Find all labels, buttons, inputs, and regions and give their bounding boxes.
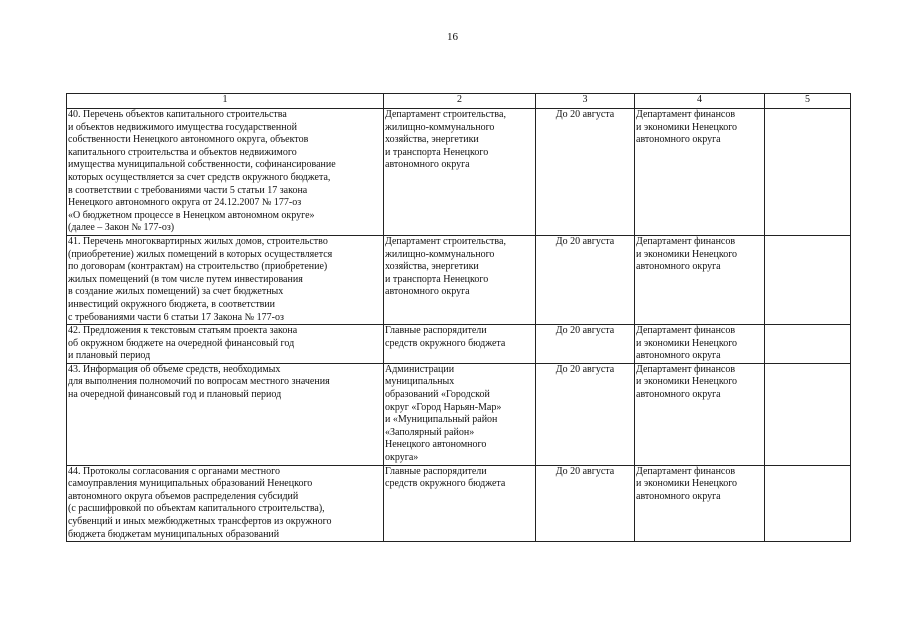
item-cell xyxy=(67,465,384,542)
recipient-cell xyxy=(635,363,765,465)
note-cell xyxy=(765,109,851,236)
deadline-cell xyxy=(536,363,635,465)
deadline-text: До 20 августа xyxy=(555,109,615,120)
recipient-cell xyxy=(635,465,765,542)
responsible-cell xyxy=(384,465,536,542)
item-text: 41. Перечень многоквартирных жилых домов, строительство (приобретение) жилых помещений в которых осуществляется по договорам (контрактам) на строительство (приобретение) жилых помещений (в том числе путем инвестирования в создание жилых помещений) за счет бюджетных инвестиций окружного бюджета, в соответствии с требованиями части 6 статьи 17 Закона № 177-оз xyxy=(68,235,333,323)
deadline-text: До 20 августа xyxy=(555,465,615,477)
item-text: 43. Информация об объеме средств, необходимых для выполнения полномочий по вопросам местного значения на очередной финансовый год и плановый период xyxy=(68,363,330,401)
recipient-cell xyxy=(635,325,765,364)
deadline-text: До 20 августа xyxy=(555,363,615,375)
responsible-text: Департамент строительства, жилищно-коммунального хозяйства, энергетики и транспорта Ненецкого автономного округа xyxy=(385,235,506,298)
page-number: 16 xyxy=(447,31,458,43)
column-header: 4 xyxy=(635,94,765,109)
recipient-text: Департамент финансов и экономики Ненецкого автономного округа xyxy=(636,363,738,401)
recipient-text: Департамент финансов и экономики Ненецкого автономного округа xyxy=(636,235,738,273)
item-cell xyxy=(67,325,384,364)
column-header: 1 xyxy=(67,94,384,109)
responsible-cell xyxy=(384,325,536,364)
column-header: 5 xyxy=(765,94,851,109)
item-cell xyxy=(67,109,384,236)
recipient-text: Департамент финансов и экономики Ненецкого автономного округа xyxy=(636,109,738,146)
item-text: 44. Протоколы согласования с органами местного самоуправления муниципальных образований Ненецкого автономного округа объемов распределения субсидий (с расшифровкой по объектам капитального строительства), субвенций и иных межбюджетных трансфертов из окружного бюджета бюджетам муниципальных образований xyxy=(68,465,332,540)
note-cell xyxy=(765,465,851,542)
responsible-text: Главные распорядители средств окружного бюджета xyxy=(385,325,506,349)
table-row xyxy=(67,325,851,364)
item-text: 42. Предложения к текстовым статьям проекта закона об окружном бюджете на очередной финансовый год и плановый период xyxy=(68,325,298,362)
table-row xyxy=(67,235,851,324)
item-text: 40. Перечень объектов капитального строительства и объектов недвижимого имущества государственной собственности Ненецкого автономного округа, объектов капитального строительства и объектов недвижимого имущества муниципальной собственности, софинансирование которых осуществляется за счет средств окружного бюджета, в соответствии с требованиями части 5 статьи 17 закона Ненецкого автономного округа от 24.12.2007 № 177-оз «О бюджетном процессе в Ненецком автономном округе» (далее – Закон № 177-оз) xyxy=(68,109,336,234)
recipient-text: Департамент финансов и экономики Ненецкого автономного округа xyxy=(636,325,738,362)
recipient-cell xyxy=(635,109,765,236)
responsible-text: Департамент строительства, жилищно-коммунального хозяйства, энергетики и транспорта Ненецкого автономного округа xyxy=(385,109,506,171)
recipient-cell xyxy=(635,235,765,324)
document-table xyxy=(66,93,851,542)
column-header: 3 xyxy=(536,94,635,109)
note-cell xyxy=(765,235,851,324)
responsible-cell xyxy=(384,363,536,465)
table-row xyxy=(67,465,851,542)
table-row xyxy=(67,109,851,236)
item-cell xyxy=(67,235,384,324)
deadline-cell xyxy=(536,109,635,236)
responsible-text: Главные распорядители средств окружного бюджета xyxy=(385,465,506,490)
note-cell xyxy=(765,363,851,465)
column-header: 2 xyxy=(384,94,536,109)
table-row xyxy=(67,363,851,465)
note-cell xyxy=(765,325,851,364)
item-cell xyxy=(67,363,384,465)
responsible-text: Администрации муниципальных образований «Городской округ «Город Нарьян-Мар» и «Муниципальный район «Заполярный район» Ненецкого автономного округа» xyxy=(385,363,502,464)
deadline-text: До 20 августа xyxy=(555,235,615,247)
deadline-cell xyxy=(536,325,635,364)
responsible-cell xyxy=(384,235,536,324)
deadline-cell xyxy=(536,235,635,324)
deadline-cell xyxy=(536,465,635,542)
table-header-row xyxy=(67,94,851,109)
responsible-cell xyxy=(384,109,536,236)
deadline-text: До 20 августа xyxy=(555,325,615,337)
recipient-text: Департамент финансов и экономики Ненецкого автономного округа xyxy=(636,465,738,502)
